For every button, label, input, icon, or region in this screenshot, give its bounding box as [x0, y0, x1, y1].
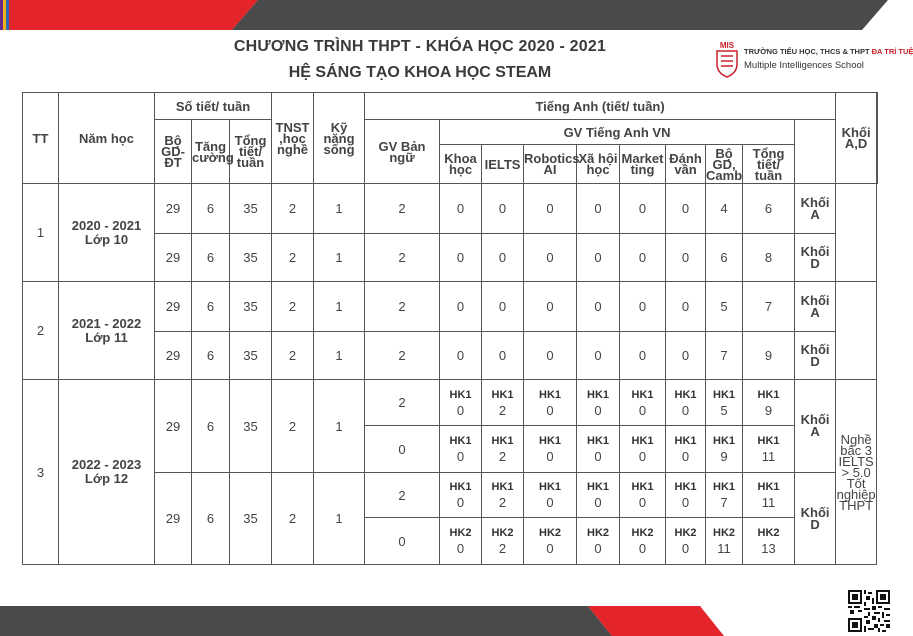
header-bo-gddt: Bộ GD-ĐT [155, 120, 192, 184]
header-ky-nang: Kỹ năng sống [314, 93, 365, 184]
cell-mkt: 0 [620, 234, 666, 282]
hk-label: HK1 [631, 481, 654, 493]
hk-value: 2 [498, 495, 507, 510]
hk-value: 0 [638, 495, 647, 510]
bottom-banner [0, 606, 900, 636]
cell-xh: 0 [577, 184, 620, 234]
school-logo [714, 40, 913, 80]
cell-tongta: 8 [743, 234, 795, 282]
cell-kh [440, 518, 482, 565]
cell-bo: 29 [155, 473, 192, 565]
cell-rob: 0 [524, 282, 577, 332]
header-so-tiet: Số tiết/ tuần [155, 93, 272, 120]
cell-xh [577, 473, 620, 518]
grade-text: Lớp 10 [84, 231, 129, 247]
cell-kns: 1 [314, 234, 365, 282]
cell-tc: 6 [192, 380, 230, 473]
cell-dv [666, 518, 706, 565]
hk-label: HK1 [713, 388, 736, 401]
cell-camb [706, 473, 743, 518]
hk-value: 0 [456, 402, 465, 418]
cell-gvbn: 0 [365, 518, 440, 565]
hk-label: HK1 [674, 435, 697, 447]
hk-value: 0 [594, 541, 602, 556]
cell-kns: 1 [314, 473, 365, 565]
logo-mark-text: MIS [719, 41, 735, 50]
hk-value: 0 [681, 495, 690, 510]
header-marketing: Market ting [620, 145, 666, 184]
hk-label: HK1 [757, 435, 780, 447]
cell-xh [577, 426, 620, 473]
hk-label: HK2 [491, 527, 514, 539]
logo-english-name: Multiple Intelligences School [744, 60, 864, 71]
cell-kns: 1 [314, 282, 365, 332]
hk-label: HK2 [674, 527, 697, 539]
cell-bo: 29 [155, 332, 192, 380]
cell-xh: 0 [577, 234, 620, 282]
cell-bo: 29 [155, 184, 192, 234]
cell-xh [577, 380, 620, 426]
cell-ielts [482, 426, 524, 473]
table-row [23, 184, 878, 234]
header-tong-tiet-tuan: Tổng tiết/ tuần [743, 145, 795, 184]
cell-tongta: 6 [743, 184, 795, 234]
cell-khoi: Khối A [795, 380, 836, 473]
header-xa-hoi: Xã hội học [577, 145, 620, 184]
cell-mkt [620, 426, 666, 473]
logo-school-name [744, 47, 913, 56]
hk-label: HK2 [713, 527, 736, 539]
hk-label: HK1 [449, 435, 472, 447]
cell-xh [577, 518, 620, 565]
note-empty [836, 282, 877, 380]
header-danh-van: Đánh vần [666, 145, 706, 184]
cell-khoi: Khối D [795, 473, 836, 565]
hk-value: 0 [456, 449, 465, 464]
cell-tong: 35 [230, 184, 272, 234]
hk-label: HK1 [539, 435, 562, 447]
header-bo-gd-camb: Bộ GD, Camb [706, 145, 743, 183]
cell-khoi: Khối A [795, 282, 836, 332]
hk-label: HK1 [587, 435, 610, 447]
cell-rob [524, 380, 577, 426]
header-gv-vn: GV Tiếng Anh VN [440, 120, 795, 145]
hk-value: 11 [761, 495, 776, 510]
note-empty [836, 184, 877, 282]
logo-name-prefix: TRƯỜNG TIỂU HỌC, THCS & THPT [744, 47, 872, 56]
cell-rob: 0 [524, 184, 577, 234]
cell-tong: 35 [230, 380, 272, 473]
header-ielts: IELTS [482, 145, 524, 184]
cell-camb: 5 [706, 282, 743, 332]
hk-label: HK1 [757, 481, 780, 493]
cell-rob [524, 426, 577, 473]
hk-value: 7 [720, 495, 728, 510]
hk-value: 13 [761, 541, 776, 556]
cell-tongta [743, 518, 795, 565]
page-title [150, 38, 690, 82]
hk-label: HK1 [713, 481, 736, 493]
hk-value: 0 [681, 449, 690, 464]
cell-kh [440, 380, 482, 426]
hk-value: 0 [546, 541, 554, 556]
hk-label: HK2 [539, 527, 562, 539]
hk-label: HK1 [713, 435, 736, 447]
grade-text: Lớp 11 [85, 329, 128, 345]
hk-label: HK1 [674, 481, 697, 493]
cell-camb: 7 [706, 332, 743, 380]
cell-ielts: 0 [482, 184, 524, 234]
hk-value: 11 [761, 449, 776, 464]
cell-mkt [620, 473, 666, 518]
cell-tongta: 7 [743, 282, 795, 332]
cell-kns: 1 [314, 184, 365, 234]
cell-bo: 29 [155, 380, 192, 473]
header-khoa-hoc: Khoa học [440, 145, 482, 184]
cell-tong: 35 [230, 282, 272, 332]
hk-value: 0 [546, 495, 554, 510]
cell-kh: 0 [440, 332, 482, 380]
header-tnst: TNST ,học nghề [272, 93, 314, 184]
header-robotics: Robotics AI [524, 145, 577, 184]
hk-value: 0 [456, 541, 465, 556]
hk-value: 2 [498, 402, 507, 418]
cell-tnst: 2 [272, 184, 314, 234]
cell-tc: 6 [192, 473, 230, 565]
cell-gvbn: 2 [365, 184, 440, 234]
cell-tc: 6 [192, 332, 230, 380]
hk-value: 0 [594, 495, 602, 510]
hk-value: 5 [720, 402, 728, 418]
cell-kh: 0 [440, 184, 482, 234]
cell-xh: 0 [577, 332, 620, 380]
hk-value: 0 [594, 402, 602, 418]
hk-label: HK1 [631, 435, 654, 447]
cell-dv [666, 426, 706, 473]
note-cell: Nghề bậc 3 IELTS > 5.0 Tốt nghiệp THPT [836, 380, 877, 565]
hk-value: 0 [456, 495, 465, 510]
header-tt: TT [23, 93, 59, 184]
cell-mkt [620, 380, 666, 426]
tt-cell: 2 [23, 282, 59, 380]
hk-label: HK1 [539, 388, 562, 401]
curriculum-table [22, 92, 878, 565]
year-cell [59, 380, 155, 565]
hk-value: 0 [638, 541, 647, 556]
cell-bo: 29 [155, 282, 192, 332]
cell-tnst: 2 [272, 234, 314, 282]
hk-value: 11 [717, 541, 731, 556]
cell-dv: 0 [666, 184, 706, 234]
cell-gvbn: 2 [365, 473, 440, 518]
hk-value: 0 [546, 402, 554, 418]
hk-label: HK1 [587, 388, 610, 401]
title-line2: HỆ SÁNG TẠO KHOA HỌC STEAM [288, 64, 552, 81]
hk-label: HK1 [491, 481, 514, 493]
cell-khoi: Khối D [795, 332, 836, 380]
hk-label: HK2 [449, 527, 472, 539]
hk-value: 0 [681, 541, 690, 556]
hk-value: 2 [498, 541, 507, 556]
hk-label: HK2 [587, 527, 610, 539]
cell-mkt: 0 [620, 184, 666, 234]
year-text: 2020 - 2021 [71, 217, 142, 233]
hk-value: 9 [764, 402, 773, 418]
header-ghi-chu [877, 93, 878, 184]
grade-text: Lớp 12 [84, 471, 129, 486]
hk-label: HK1 [539, 481, 562, 493]
cell-ielts: 0 [482, 332, 524, 380]
cell-rob [524, 473, 577, 518]
cell-khoi: Khối A [795, 184, 836, 234]
cell-gvbn: 2 [365, 332, 440, 380]
cell-dv: 0 [666, 282, 706, 332]
cell-tc: 6 [192, 282, 230, 332]
cell-kns: 1 [314, 332, 365, 380]
year-text: 2022 - 2023 [71, 457, 142, 472]
cell-kh: 0 [440, 282, 482, 332]
cell-dv [666, 473, 706, 518]
header-khoi: Khối A,D [836, 93, 877, 184]
cell-tnst: 2 [272, 473, 314, 565]
hk-value: 2 [498, 449, 507, 464]
cell-gvbn: 2 [365, 380, 440, 426]
cell-tnst: 2 [272, 380, 314, 473]
tt-cell: 1 [23, 184, 59, 282]
cell-tongta [743, 473, 795, 518]
hk-value: 0 [546, 449, 554, 464]
cell-tongta [743, 380, 795, 426]
hk-label: HK1 [757, 388, 780, 401]
cell-dv [666, 380, 706, 426]
cell-tong: 35 [230, 234, 272, 282]
hk-label: HK2 [631, 527, 654, 539]
hk-value: 0 [638, 402, 647, 418]
cell-ielts: 0 [482, 282, 524, 332]
year-cell [59, 184, 155, 282]
cell-kh: 0 [440, 234, 482, 282]
hk-label: HK1 [491, 388, 514, 401]
header-gv-ban-ngu: GV Bản ngữ [365, 120, 440, 184]
cell-tong: 35 [230, 473, 272, 565]
cell-camb [706, 380, 743, 426]
table-row [23, 282, 878, 332]
hk-label: HK1 [587, 481, 610, 493]
cell-gvbn: 0 [365, 426, 440, 473]
cell-gvbn: 2 [365, 234, 440, 282]
cell-tongta: 9 [743, 332, 795, 380]
title-line1: CHƯƠNG TRÌNH THPT - KHÓA HỌC 2020 - 2021 [233, 38, 607, 55]
hk-label: HK1 [674, 388, 697, 401]
cell-mkt: 0 [620, 282, 666, 332]
hk-label: HK1 [449, 388, 472, 401]
cell-khoi: Khối D [795, 234, 836, 282]
cell-kns: 1 [314, 380, 365, 473]
cell-bo: 29 [155, 234, 192, 282]
cell-gvbn: 2 [365, 282, 440, 332]
cell-tnst: 2 [272, 282, 314, 332]
cell-rob: 0 [524, 332, 577, 380]
cell-tc: 6 [192, 234, 230, 282]
cell-rob: 0 [524, 234, 577, 282]
tt-cell: 3 [23, 380, 59, 565]
cell-tong: 35 [230, 332, 272, 380]
logo-name-red: ĐA TRÍ TUỆ [871, 47, 913, 56]
hk-value: 9 [720, 449, 728, 464]
cell-tnst: 2 [272, 332, 314, 380]
cell-ielts: 0 [482, 234, 524, 282]
hk-label: HK1 [631, 388, 654, 401]
header-tieng-anh: Tiếng Anh (tiết/ tuần) [365, 93, 836, 120]
cell-camb [706, 426, 743, 473]
hk-value: 0 [681, 402, 690, 418]
year-cell [59, 282, 155, 380]
top-banner [0, 0, 900, 30]
mis-shield-icon [714, 40, 740, 78]
cell-ielts [482, 380, 524, 426]
cell-rob [524, 518, 577, 565]
cell-dv: 0 [666, 234, 706, 282]
hk-value: 0 [638, 449, 647, 464]
cell-tongta [743, 426, 795, 473]
cell-camb [706, 518, 743, 565]
cell-ielts [482, 518, 524, 565]
hk-value: 0 [594, 449, 602, 464]
hk-label: HK1 [449, 481, 472, 493]
hk-label: HK2 [757, 527, 780, 539]
hk-label: HK1 [491, 435, 514, 447]
cell-camb: 4 [706, 184, 743, 234]
year-text: 2021 - 2022 [71, 315, 142, 331]
header-tang-cuong: Tăng cường [192, 120, 230, 184]
qr-code-icon [848, 590, 890, 632]
cell-xh: 0 [577, 282, 620, 332]
cell-ielts [482, 473, 524, 518]
cell-tc: 6 [192, 184, 230, 234]
cell-dv: 0 [666, 332, 706, 380]
cell-kh [440, 473, 482, 518]
cell-kh [440, 426, 482, 473]
cell-mkt: 0 [620, 332, 666, 380]
cell-camb: 6 [706, 234, 743, 282]
cell-mkt [620, 518, 666, 565]
header-tong-tiet: Tổng tiết/ tuần [230, 120, 272, 184]
table-row [23, 380, 878, 426]
header-nam-hoc: Năm học [59, 93, 155, 184]
